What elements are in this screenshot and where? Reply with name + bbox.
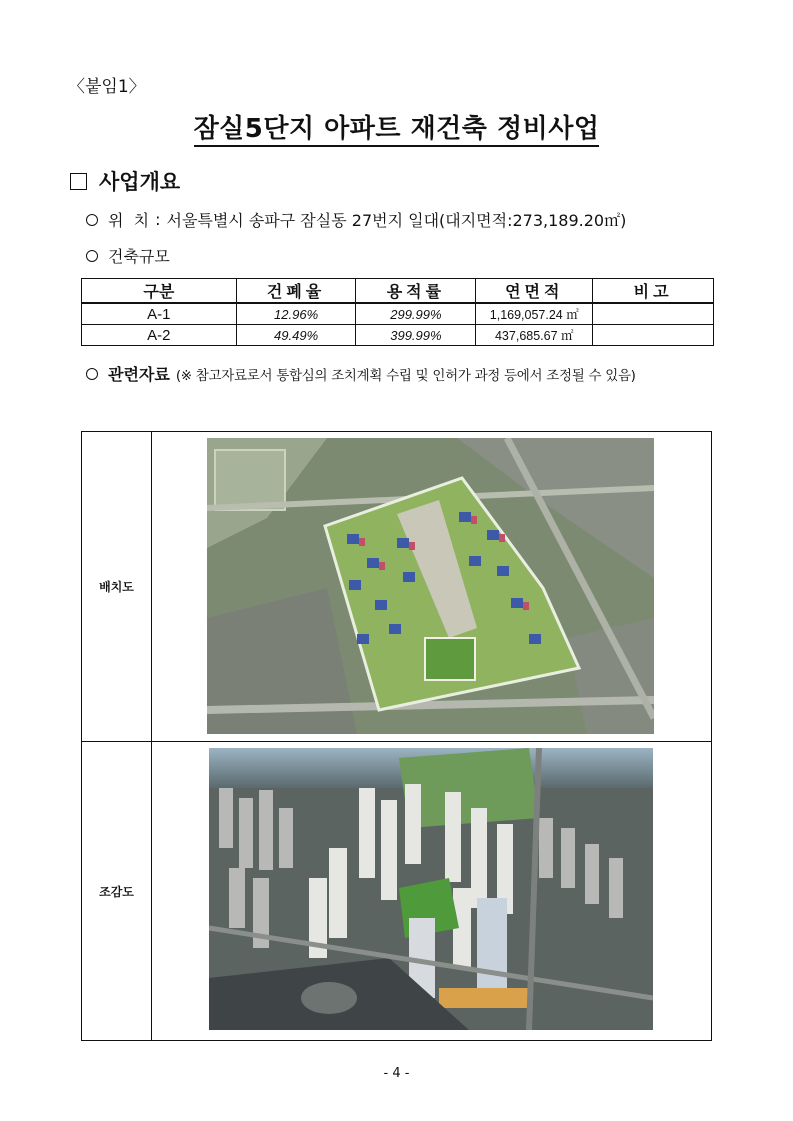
section-heading (70, 166, 180, 196)
row-divider (82, 741, 711, 742)
document-title-text: 잠실5단지 아파트 재건축 정비사업 (194, 114, 600, 147)
checkbox-square-icon (70, 173, 87, 190)
column-divider (151, 432, 152, 1040)
aerial-view-label: 조감도 (99, 885, 134, 899)
document-title (0, 108, 793, 145)
cell-floor-area: 437,685.67 ㎡ (476, 325, 593, 346)
cell-category: A-2 (82, 325, 237, 346)
cell-far: 399.99% (356, 325, 476, 346)
section-heading-text: 사업개요 (99, 170, 181, 194)
table-row (82, 303, 714, 325)
page-number: - 4 - (383, 1066, 410, 1081)
header-far: 용적률 (356, 279, 476, 304)
cell-floor-area: 1,169,057.24 ㎡ (476, 303, 593, 325)
related-label: 관련자료 (108, 365, 170, 384)
location-colon: : (155, 210, 161, 229)
cell-coverage: 12.96% (236, 303, 356, 325)
reference-images-table (81, 431, 712, 1041)
table-header-row (82, 279, 714, 304)
header-category: 구분 (82, 279, 237, 304)
header-note: 비고 (593, 279, 714, 304)
location-line (86, 208, 626, 231)
building-scale-table (81, 278, 714, 346)
aerial-view-image (209, 748, 653, 1030)
cell-far: 299.99% (356, 303, 476, 325)
circle-bullet-icon (86, 368, 98, 380)
cell-note (593, 303, 714, 325)
site-plan-image (207, 438, 654, 734)
location-value: 서울특별시 송파구 잠실동 27번지 일대(대지면적:273,189.20㎡) (166, 211, 627, 230)
cell-coverage: 49.49% (236, 325, 356, 346)
cell-note (593, 325, 714, 346)
building-scale-label: 건축규모 (108, 247, 170, 266)
header-floor-area: 연면적 (476, 279, 593, 304)
cell-category: A-1 (82, 303, 237, 325)
circle-bullet-icon (86, 250, 98, 262)
site-plan-label: 배치도 (99, 580, 134, 594)
attachment-label: 〈붙임1〉 (68, 77, 146, 97)
location-label: 위 치 (108, 211, 150, 230)
circle-bullet-icon (86, 214, 98, 226)
table-row (82, 325, 714, 346)
related-materials-line (86, 362, 636, 385)
related-note: (※ 참고자료로서 통합심의 조치계획 수립 및 인허가 과정 등에서 조정될 수 있음) (175, 367, 636, 384)
header-coverage: 건폐율 (236, 279, 356, 304)
building-scale-line (86, 244, 170, 267)
